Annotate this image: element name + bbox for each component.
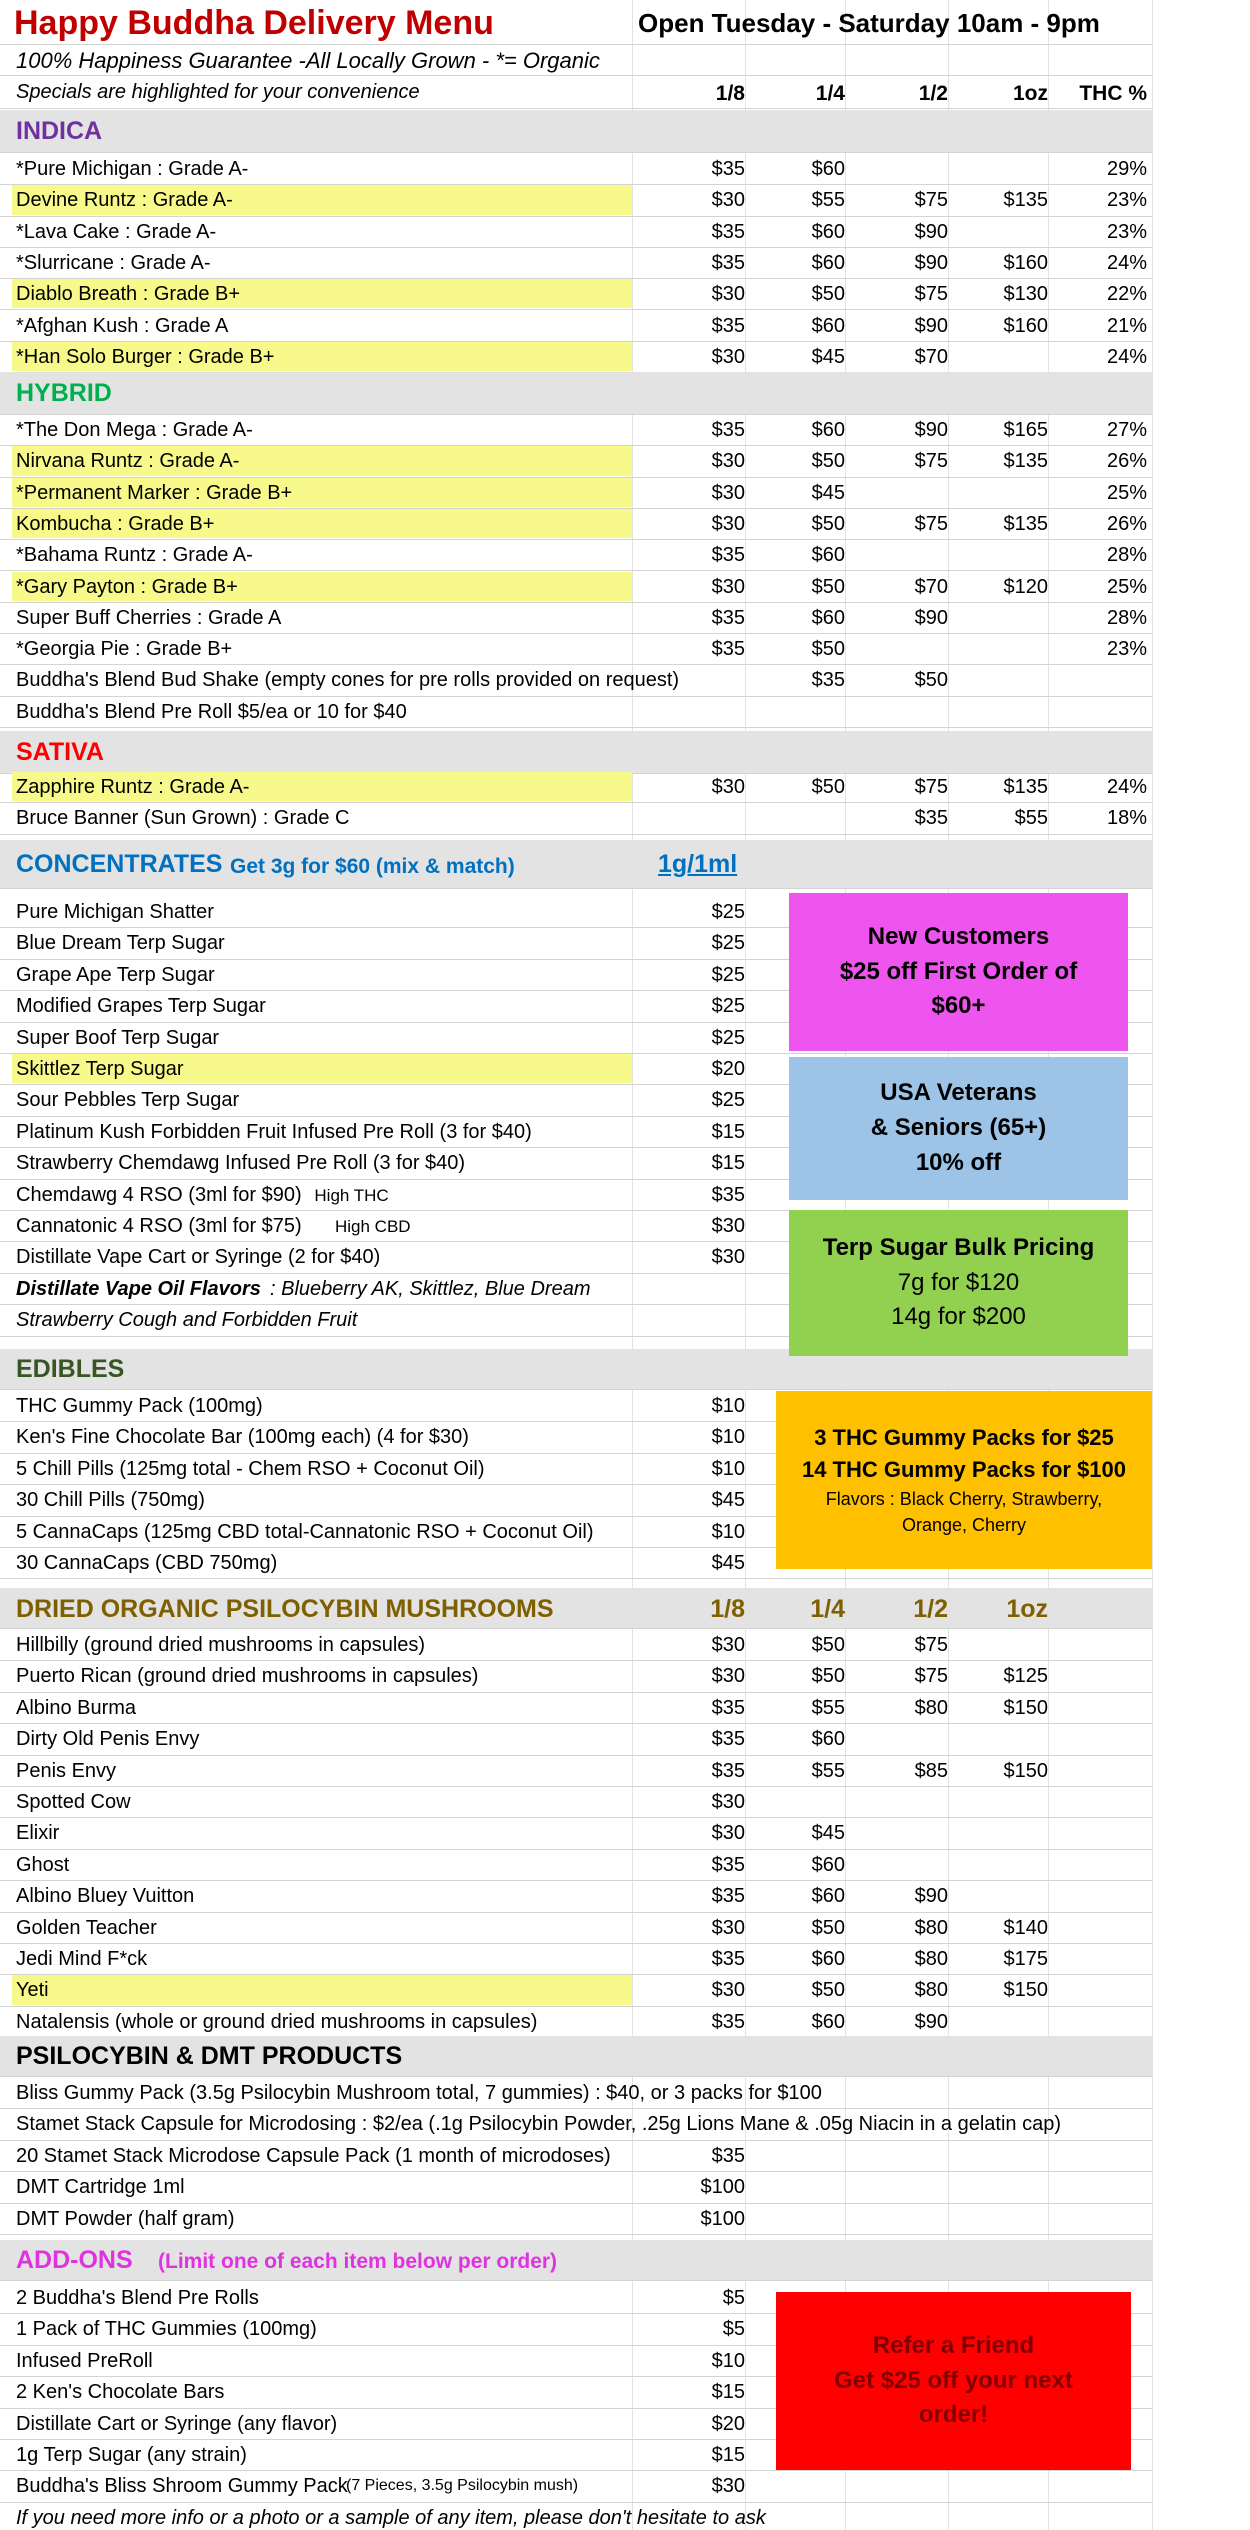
strain-name: Devine Runtz : Grade A- <box>16 189 233 212</box>
mushroom-price-p4: $50 <box>811 1665 845 1688</box>
price-oz: $135 <box>1003 512 1048 535</box>
strain-name: Diablo Breath : Grade B+ <box>16 283 241 306</box>
price-p2: $90 <box>914 220 948 243</box>
concentrate-price: $25 <box>711 1026 745 1049</box>
price-p8: $35 <box>711 544 745 567</box>
strain-name: Zapphire Runtz : Grade A- <box>16 776 250 798</box>
concentrate-price: $35 <box>711 1183 745 1206</box>
mushroom-price-oz: $150 <box>1003 1759 1048 1782</box>
promo-line: 7g for $120 <box>897 1268 1020 1296</box>
mushrooms-title: DRIED ORGANIC PSILOCYBIN MUSHROOMS <box>16 1595 554 1623</box>
promo-gummy_deal <box>776 1391 1152 1569</box>
price-p8: $30 <box>711 481 745 504</box>
concentrate-name: Platinum Kush Forbidden Fruit Infused Pre Roll (3 for $40) <box>16 1120 532 1143</box>
concentrate-price: $25 <box>711 1089 745 1112</box>
price-p4: $45 <box>811 481 845 504</box>
concentrate-price: $15 <box>711 1120 745 1143</box>
business-hours: Open Tuesday - Saturday 10am - 9pm <box>638 8 1100 38</box>
price-p8: $35 <box>711 158 745 180</box>
price-thc: 24% <box>1106 345 1147 368</box>
mushroom-price-p8: $30 <box>711 1634 745 1656</box>
addon-name: 2 Ken's Chocolate Bars <box>16 2381 225 2404</box>
price-oz: $120 <box>1003 575 1048 598</box>
price-p8: $30 <box>711 189 745 212</box>
mushroom-row <box>0 1817 1152 1849</box>
concentrate-price: $25 <box>711 995 745 1018</box>
price-p4: $60 <box>811 419 845 441</box>
psilocybin-name: DMT Powder (half gram) <box>16 2207 235 2230</box>
mushroom-price-p8: $30 <box>711 1822 745 1845</box>
concentrate-price: $25 <box>711 963 745 986</box>
psilocybin-name: Bliss Gummy Pack (3.5g Psilocybin Mushroom total, 7 gummies) : $40, or 3 packs for $100 <box>16 2082 822 2104</box>
indica-title: INDICA <box>16 117 103 145</box>
mushroom-price-p4: $50 <box>811 1979 845 2002</box>
price-thc: 23% <box>1106 220 1147 243</box>
concentrate-name: Grape Ape Terp Sugar <box>16 963 215 986</box>
concentrate-price: $25 <box>711 932 745 955</box>
promo-line: & Seniors (65+) <box>870 1114 1047 1142</box>
addon-name: Infused PreRoll <box>16 2349 153 2372</box>
price-p2: $90 <box>914 606 948 629</box>
mushroom-column-header: 1/2 <box>913 1595 948 1623</box>
addon-detail: (7 Pieces, 3.5g Psilocybin mush) <box>346 2477 579 2495</box>
price-oz: $135 <box>1003 450 1048 473</box>
psilocybin-name: 20 Stamet Stack Microdose Capsule Pack (1 month of microdoses) <box>16 2144 611 2167</box>
mushroom-row <box>0 1849 1152 1881</box>
flavors-list-2: Strawberry Cough and Forbidden Fruit <box>16 1309 358 1332</box>
column-header: 1/2 <box>918 82 948 105</box>
concentrate-price: $30 <box>711 1215 745 1237</box>
addon-name: Buddha's Bliss Shroom Gummy Pack <box>16 2475 348 2498</box>
edible-price: $10 <box>711 1395 745 1417</box>
edible-name: 5 CannaCaps (125mg CBD total-Cannatonic RSO + Coconut Oil) <box>16 1520 594 1543</box>
concentrate-name: Modified Grapes Terp Sugar <box>16 995 266 1018</box>
mushroom-name: Penis Envy <box>16 1759 117 1782</box>
mushroom-price-p4: $60 <box>811 1728 845 1751</box>
price-thc: 23% <box>1106 189 1147 212</box>
indica-section-header <box>0 110 1152 153</box>
edible-price: $45 <box>711 1489 745 1512</box>
price-p4: $50 <box>811 512 845 535</box>
menu-title: Happy Buddha Delivery Menu <box>14 4 494 42</box>
promo-terp_bulk <box>789 1210 1128 1356</box>
concentrate-name: Skittlez Terp Sugar <box>16 1058 184 1080</box>
price-p8: $35 <box>711 314 745 337</box>
price-p2: $70 <box>914 575 948 598</box>
mushroom-price-oz: $150 <box>1003 1696 1048 1719</box>
price-oz: $135 <box>1003 776 1048 798</box>
concentrate-note: High THC <box>314 1185 389 1205</box>
concentrate-price: $30 <box>711 1246 745 1269</box>
addon-price: $15 <box>711 2381 745 2404</box>
price-thc: 22% <box>1106 283 1147 306</box>
price-p2: $90 <box>914 251 948 274</box>
promo-new_customers <box>789 893 1128 1051</box>
mushroom-name: Natalensis (whole or ground dried mushrooms in capsules) <box>16 2010 538 2033</box>
price-p4: $60 <box>811 314 845 337</box>
strain-name: *Han Solo Burger : Grade B+ <box>16 345 275 368</box>
mushroom-price-p2: $75 <box>914 1665 948 1688</box>
price-p8: $30 <box>711 450 745 473</box>
promo-veterans <box>789 1057 1128 1200</box>
mushroom-name: Spotted Cow <box>16 1791 131 1813</box>
concentrate-price: $20 <box>711 1058 745 1080</box>
price-p4: $60 <box>811 158 845 180</box>
price-thc: 25% <box>1106 575 1147 598</box>
mushroom-row <box>0 1755 1152 1787</box>
price-p4: $50 <box>811 776 845 798</box>
mushroom-name: Hillbilly (ground dried mushrooms in capsules) <box>16 1634 426 1656</box>
mushroom-price-p8: $35 <box>711 1696 745 1719</box>
price-p8: $30 <box>711 345 745 368</box>
mushroom-price-p2: $80 <box>914 1948 948 1970</box>
edibles-title: EDIBLES <box>16 1355 125 1383</box>
hybrid-section-header <box>0 372 1152 415</box>
mushroom-price-p8: $30 <box>711 1791 745 1813</box>
highlight-bar <box>12 1975 632 2004</box>
psilocybin-title: PSILOCYBIN & DMT PRODUCTS <box>16 2042 403 2070</box>
edible-name: THC Gummy Pack (100mg) <box>16 1395 263 1417</box>
promo-line: 14 THC Gummy Packs for $100 <box>801 1456 1127 1482</box>
addon-name: 2 Buddha's Blend Pre Rolls <box>16 2287 259 2309</box>
promo-line: 10% off <box>915 1148 1002 1176</box>
column-header: 1/4 <box>815 82 845 105</box>
mushroom-price-oz: $140 <box>1003 1916 1048 1939</box>
price-p8: $35 <box>711 419 745 441</box>
psilocybin-name: DMT Cartridge 1ml <box>16 2176 185 2199</box>
concentrates-unit: 1g/1ml <box>658 850 738 878</box>
strain-name: Kombucha : Grade B+ <box>16 512 215 535</box>
sativa-title: SATIVA <box>16 738 104 766</box>
edible-name: 30 CannaCaps (CBD 750mg) <box>16 1552 278 1574</box>
mushroom-price-oz: $175 <box>1003 1948 1048 1970</box>
edible-name: Ken's Fine Chocolate Bar (100mg each) (4 for $30) <box>16 1426 469 1449</box>
price-p2: $75 <box>914 776 948 798</box>
mushroom-price-p4: $55 <box>811 1696 845 1719</box>
promo-line: New Customers <box>867 922 1050 950</box>
price-thc: 25% <box>1106 481 1147 504</box>
price-p4: $50 <box>811 575 845 598</box>
mushroom-price-p4: $45 <box>811 1822 845 1845</box>
mushroom-price-p8: $30 <box>711 1665 745 1688</box>
price-p8: $35 <box>711 638 745 661</box>
edible-price: $10 <box>711 1457 745 1480</box>
psilocybin-price: $100 <box>700 2176 745 2199</box>
grid-line <box>1152 0 1153 2530</box>
promo-line: $25 off First Order of <box>839 957 1078 985</box>
strain-name: *Slurricane : Grade A- <box>16 251 211 274</box>
mushroom-price-p8: $30 <box>711 1916 745 1939</box>
price-p4: $60 <box>811 544 845 567</box>
price-thc: 21% <box>1106 314 1147 337</box>
price-p4: $60 <box>811 606 845 629</box>
strain-name: *Georgia Pie : Grade B+ <box>16 638 233 661</box>
addon-price: $30 <box>711 2475 745 2498</box>
sativa-section-header <box>0 731 1152 774</box>
concentrate-name: Pure Michigan Shatter <box>16 901 214 923</box>
strain-name: Buddha's Blend Pre Roll $5/ea or 10 for $40 <box>16 700 407 723</box>
edible-price: $10 <box>711 1520 745 1543</box>
edible-name: 5 Chill Pills (125mg total - Chem RSO + Coconut Oil) <box>16 1457 485 1480</box>
mushroom-price-p8: $35 <box>711 1853 745 1876</box>
mushroom-name: Elixir <box>16 1822 60 1845</box>
strain-name: *Pure Michigan : Grade A- <box>16 158 249 180</box>
promo-line: $60+ <box>931 992 986 1020</box>
promo-line: Refer a Friend <box>872 2331 1035 2359</box>
edible-name: 30 Chill Pills (750mg) <box>16 1489 205 1512</box>
mushroom-column-header: 1/4 <box>810 1595 845 1623</box>
addon-price: $5 <box>722 2318 745 2341</box>
edible-price: $10 <box>711 1426 745 1449</box>
mushroom-column-header: 1oz <box>1006 1595 1048 1623</box>
strain-name: Buddha's Blend Bud Shake (empty cones for pre rolls provided on request) <box>16 669 680 692</box>
strain-name: *Gary Payton : Grade B+ <box>16 575 238 598</box>
price-thc: 29% <box>1106 158 1147 180</box>
concentrate-price: $15 <box>711 1152 745 1175</box>
promo-line: USA Veterans <box>880 1079 1037 1107</box>
concentrate-name: Distillate Vape Cart or Syringe (2 for $40) <box>16 1246 381 1269</box>
strain-name: *Afghan Kush : Grade A <box>16 314 229 337</box>
addons-title: ADD-ONS <box>16 2246 133 2274</box>
mushroom-price-p2: $90 <box>914 1885 948 1908</box>
mushroom-price-p4: $60 <box>811 1885 845 1908</box>
strain-name: *Permanent Marker : Grade B+ <box>16 481 293 504</box>
addon-price: $15 <box>711 2444 745 2466</box>
concentrates-deal: Get 3g for $60 (mix & match) <box>230 855 515 878</box>
mushroom-price-p4: $60 <box>811 2010 845 2033</box>
price-oz: $165 <box>1003 419 1048 441</box>
strain-name: Bruce Banner (Sun Grown) : Grade C <box>16 807 350 830</box>
price-p2: $90 <box>914 314 948 337</box>
column-header: 1oz <box>1012 82 1048 105</box>
promo-refer <box>776 2292 1131 2470</box>
concentrate-name: Super Boof Terp Sugar <box>16 1026 220 1049</box>
mushroom-row <box>0 1912 1152 1944</box>
psilocybin-price: $100 <box>700 2207 745 2230</box>
addon-name: 1 Pack of THC Gummies (100mg) <box>16 2318 317 2341</box>
mushroom-price-p2: $75 <box>914 1634 948 1656</box>
mushroom-price-p2: $80 <box>914 1979 948 2002</box>
strain-name: *The Don Mega : Grade A- <box>16 419 253 441</box>
strain-name: *Lava Cake : Grade A- <box>16 220 217 243</box>
addon-price: $10 <box>711 2349 745 2372</box>
concentrate-note: High CBD <box>335 1217 411 1236</box>
price-thc: 24% <box>1106 251 1147 274</box>
price-p8: $30 <box>711 776 745 798</box>
price-thc: 27% <box>1106 419 1147 441</box>
column-header: 1/8 <box>715 82 745 105</box>
promo-line: order! <box>918 2401 989 2429</box>
strain-name: Nirvana Runtz : Grade A- <box>16 450 240 473</box>
mushroom-price-oz: $150 <box>1003 1979 1048 2002</box>
edible-price: $45 <box>711 1552 745 1574</box>
mushroom-column-header: 1/8 <box>710 1595 745 1623</box>
mushroom-price-p4: $60 <box>811 1853 845 1876</box>
mushroom-name: Albino Bluey Vuitton <box>16 1885 195 1908</box>
price-oz: $55 <box>1014 807 1048 830</box>
price-thc: 24% <box>1106 776 1147 798</box>
addon-name: Distillate Cart or Syringe (any flavor) <box>16 2412 338 2435</box>
price-p8: $30 <box>711 512 745 535</box>
mushroom-name: Yeti <box>16 1979 49 2002</box>
price-p2: $50 <box>914 669 948 692</box>
concentrate-name: Chemdawg 4 RSO (3ml for $90) <box>16 1183 302 1206</box>
mushroom-name: Puerto Rican (ground dried mushrooms in capsules) <box>16 1665 479 1688</box>
promo-line: Get $25 off your next <box>834 2366 1073 2394</box>
mushroom-price-p4: $50 <box>811 1634 845 1656</box>
price-p8: $35 <box>711 251 745 274</box>
mushroom-price-p2: $85 <box>914 1759 948 1782</box>
price-p8: $35 <box>711 220 745 243</box>
mushroom-price-p4: $60 <box>811 1948 845 1970</box>
concentrate-name: Sour Pebbles Terp Sugar <box>16 1089 240 1112</box>
price-p8: $30 <box>711 575 745 598</box>
promo-line: Flavors : Black Cherry, Strawberry, <box>825 1488 1103 1509</box>
price-thc: 28% <box>1106 544 1147 567</box>
flavors-list: : Blueberry AK, Skittlez, Blue Dream <box>270 1277 591 1300</box>
promo-line: 14g for $200 <box>891 1303 1026 1331</box>
concentrates-title: CONCENTRATES <box>16 850 223 878</box>
price-thc: 28% <box>1106 606 1147 629</box>
concentrate-name: Cannatonic 4 RSO (3ml for $75) <box>16 1215 302 1237</box>
price-p2: $75 <box>914 189 948 212</box>
price-oz: $135 <box>1003 189 1048 212</box>
price-p8: $35 <box>711 606 745 629</box>
mushroom-name: Jedi Mind F*ck <box>16 1948 148 1970</box>
addon-price: $20 <box>711 2412 745 2435</box>
hybrid-title: HYBRID <box>16 379 112 407</box>
mushroom-price-p8: $35 <box>711 2010 745 2033</box>
price-thc: 18% <box>1106 807 1147 830</box>
price-oz: $130 <box>1003 283 1048 306</box>
mushroom-price-p2: $90 <box>914 2010 948 2033</box>
mushroom-price-p8: $35 <box>711 1728 745 1751</box>
specials-note: Specials are highlighted for your convenience <box>16 81 420 103</box>
price-p4: $50 <box>811 450 845 473</box>
price-thc: 23% <box>1106 638 1147 661</box>
price-p2: $75 <box>914 450 948 473</box>
column-header: THC % <box>1079 82 1147 105</box>
mushroom-price-p4: $55 <box>811 1759 845 1782</box>
price-p8: $30 <box>711 283 745 306</box>
footer-note: If you need more info or a photo or a sample of any item, please don't hesitate to ask <box>16 2506 766 2529</box>
price-thc: 26% <box>1106 512 1147 535</box>
price-oz: $160 <box>1003 251 1048 274</box>
strain-name: *Bahama Runtz : Grade A- <box>16 544 253 567</box>
addon-name: 1g Terp Sugar (any strain) <box>16 2444 247 2466</box>
concentrate-name: Blue Dream Terp Sugar <box>16 932 225 955</box>
mushroom-price-p2: $80 <box>914 1916 948 1939</box>
concentrate-name: Strawberry Chemdawg Infused Pre Roll (3 for $40) <box>16 1152 466 1175</box>
price-p2: $75 <box>914 512 948 535</box>
mushroom-price-p8: $35 <box>711 1759 745 1782</box>
psilocybin-name: Stamet Stack Capsule for Microdosing : $2/ea (.1g Psilocybin Powder, .25g Lions Mane & .05g Niacin in a gelatin cap) <box>16 2113 1062 2136</box>
price-p4: $60 <box>811 220 845 243</box>
mushroom-row <box>0 1692 1152 1724</box>
mushroom-price-p4: $50 <box>811 1916 845 1939</box>
price-p4: $35 <box>811 669 845 692</box>
promo-line: 3 THC Gummy Packs for $25 <box>814 1425 1114 1451</box>
mushroom-row <box>0 1786 1152 1818</box>
price-p4: $45 <box>811 345 845 368</box>
strain-name: Super Buff Cherries : Grade A <box>16 606 282 629</box>
mushroom-name: Albino Burma <box>16 1696 137 1719</box>
mushroom-price-p8: $35 <box>711 1948 745 1970</box>
price-p2: $35 <box>914 807 948 830</box>
price-p2: $75 <box>914 283 948 306</box>
flavors-label: Distillate Vape Oil Flavors <box>16 1277 261 1300</box>
tagline: 100% Happiness Guarantee -All Locally Grown - *= Organic <box>16 48 600 73</box>
price-p4: $50 <box>811 283 845 306</box>
promo-line: Terp Sugar Bulk Pricing <box>822 1233 1095 1261</box>
mushroom-price-p8: $30 <box>711 1979 745 2002</box>
price-p2: $90 <box>914 419 948 441</box>
mushroom-price-oz: $125 <box>1003 1665 1048 1688</box>
mushroom-name: Dirty Old Penis Envy <box>16 1728 200 1751</box>
psilocybin-price: $35 <box>711 2144 745 2167</box>
mushroom-row <box>0 1943 1152 1975</box>
promo-line: Orange, Cherry <box>901 1514 1027 1535</box>
addon-price: $5 <box>722 2287 745 2309</box>
price-thc: 26% <box>1106 450 1147 473</box>
price-p4: $55 <box>811 189 845 212</box>
price-p4: $50 <box>811 638 845 661</box>
concentrate-price: $25 <box>711 901 745 923</box>
price-oz: $160 <box>1003 314 1048 337</box>
addons-limit: (Limit one of each item below per order) <box>158 2250 558 2273</box>
price-p2: $70 <box>914 345 948 368</box>
mushroom-name: Golden Teacher <box>16 1916 157 1939</box>
price-p4: $60 <box>811 251 845 274</box>
mushroom-name: Ghost <box>16 1853 70 1876</box>
mushroom-price-p2: $80 <box>914 1696 948 1719</box>
mushroom-price-p8: $35 <box>711 1885 745 1908</box>
